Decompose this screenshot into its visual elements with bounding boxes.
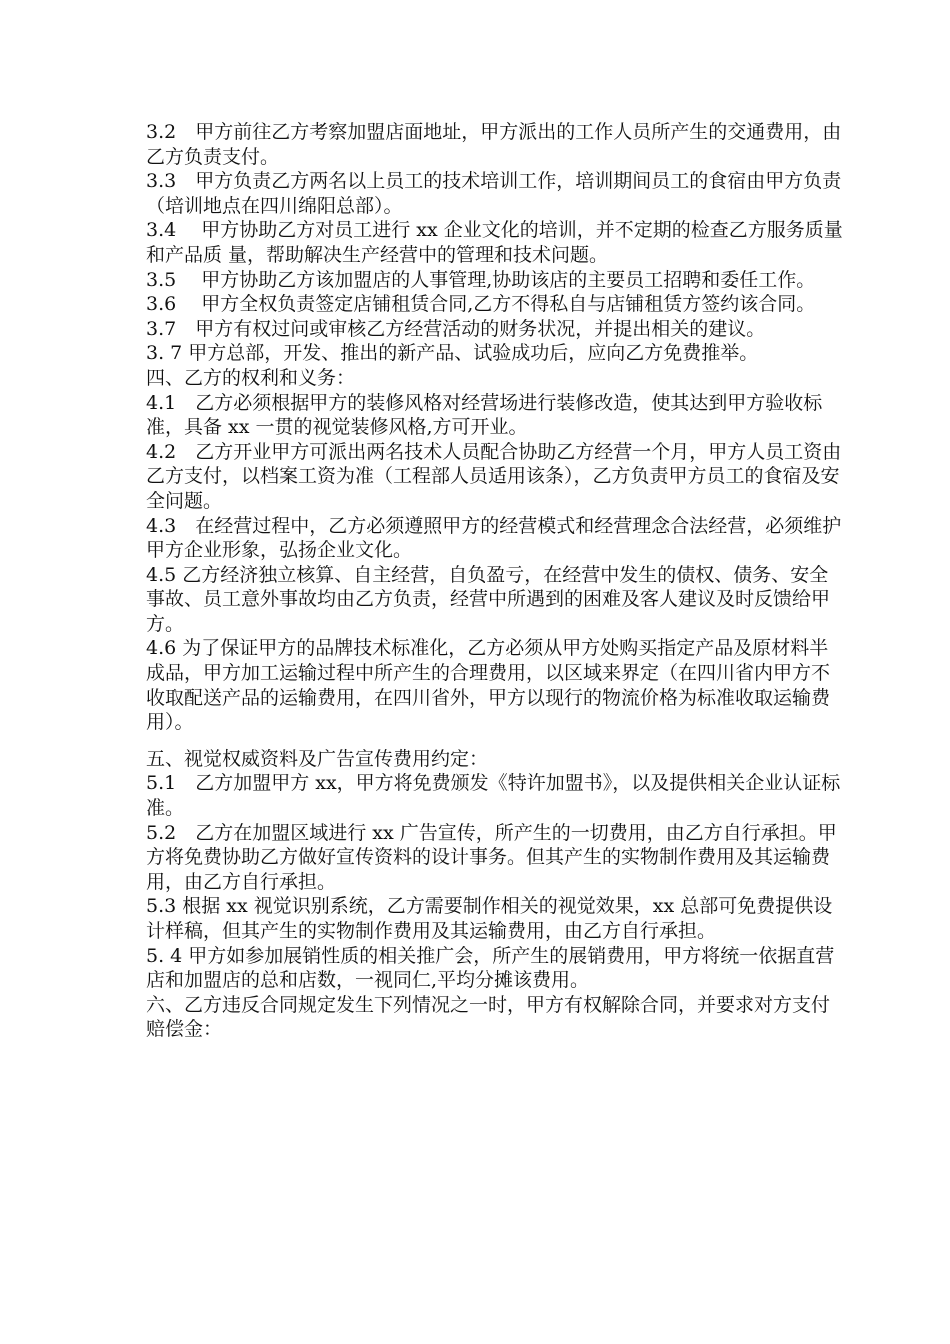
section-heading-6: 六、乙方违反合同规定发生下列情况之一时，甲方有权解除合同，并要求对方支付赔偿金： xyxy=(146,993,831,1041)
clause-3-6: 3.6 甲方全权负责签定店铺租赁合同,乙方不得私自与店铺租赁方签约该合同。 xyxy=(146,293,816,316)
clause-5-2: 5.2 乙方在加盟区域进行 xx 广告宣传，所产生的一切费用，由乙方自行承担。甲方将免费协助乙方做好宣传资料的设计事务。但其产生的实物制作费用及其运输费用，由乙方自行承担。 xyxy=(146,821,837,893)
clause-5-4: 5. 4 甲方如参加展销性质的相关推广会，所产生的展销费用，甲方将统一依据直营店和加盟店的总和店数，一视同仁,平均分摊该费用。 xyxy=(146,944,835,992)
clause-3-4: 3.4 甲方协助乙方对员工进行 xx 企业文化的培训，并不定期的检查乙方服务质量和产品质 量，帮助解决生产经营中的管理和技术问题。 xyxy=(146,219,843,266)
clause-4-5: 4.5 乙方经济独立核算、自主经营，自负盈亏，在经营中发生的债权、债务、安全事故、员工意外事故均由乙方负责，经营中所遇到的困难及客人建议及时反馈给甲方。 xyxy=(146,563,831,635)
clause-3-7b: 3. 7 甲方总部，开发、推出的新产品、试验成功后，应向乙方免费推举。 xyxy=(146,342,759,365)
clause-3-5: 3.5 甲方协助乙方该加盟店的人事管理,协助该店的主要员工招聘和委任工作。 xyxy=(146,268,816,291)
clause-4-2: 4.2 乙方开业甲方可派出两名技术人员配合协助乙方经营一个月，甲方人员工资由乙方支付，以档案工资为准（工程部人员适用该条），乙方负责甲方员工的食宿及安全问题。 xyxy=(146,440,842,512)
document-body xyxy=(146,120,846,1042)
section-heading-5: 五、视觉权威资料及广告宣传费用约定： xyxy=(146,747,489,770)
clause-3-3: 3.3 甲方负责乙方两名以上员工的技术培训工作，培训期间员工的食宿由甲方负责（培训地点在四川绵阳总部）。 xyxy=(146,170,842,217)
clause-4-6: 4.6 为了保证甲方的品牌技术标准化，乙方必须从甲方处购买指定产品及原材料半成品，甲方加工运输过程中所产生的合理费用，以区域来界定（在四川省内甲方不收取配送产品的运输费用，在四川省外，甲方以现行的物流价格为标准收取运输费用）。 xyxy=(146,637,831,734)
paragraph-gap xyxy=(146,735,846,747)
section-heading-4: 四、乙方的权利和义务： xyxy=(146,366,356,389)
clause-5-1: 5.1 乙方加盟甲方 xx，甲方将免费颁发《特许加盟书》，以及提供相关企业认证标准。 xyxy=(146,772,841,820)
clause-4-1: 4.1 乙方必须根据甲方的装修风格对经营场进行装修改造，使其达到甲方验收标准，具备 xx 一贯的视觉装修风格,方可开业。 xyxy=(146,391,823,439)
clause-4-3: 4.3 在经营过程中，乙方必须遵照甲方的经营模式和经营理念合法经营，必须维护甲方企业形象，弘扬企业文化。 xyxy=(146,514,842,562)
clause-3-2: 3.2 甲方前往乙方考察加盟店面地址，甲方派出的工作人员所产生的交通费用，由乙方负责支付。 xyxy=(146,121,842,168)
clause-5-3: 5.3 根据 xx 视觉识别系统，乙方需要制作相关的视觉效果，xx 总部可免费提供设计样稿，但其产生的实物制作费用及其运输费用，由乙方自行承担。 xyxy=(146,895,833,942)
clause-3-7: 3.7 甲方有权过问或审核乙方经营活动的财务状况，并提出相关的建议。 xyxy=(146,317,766,340)
